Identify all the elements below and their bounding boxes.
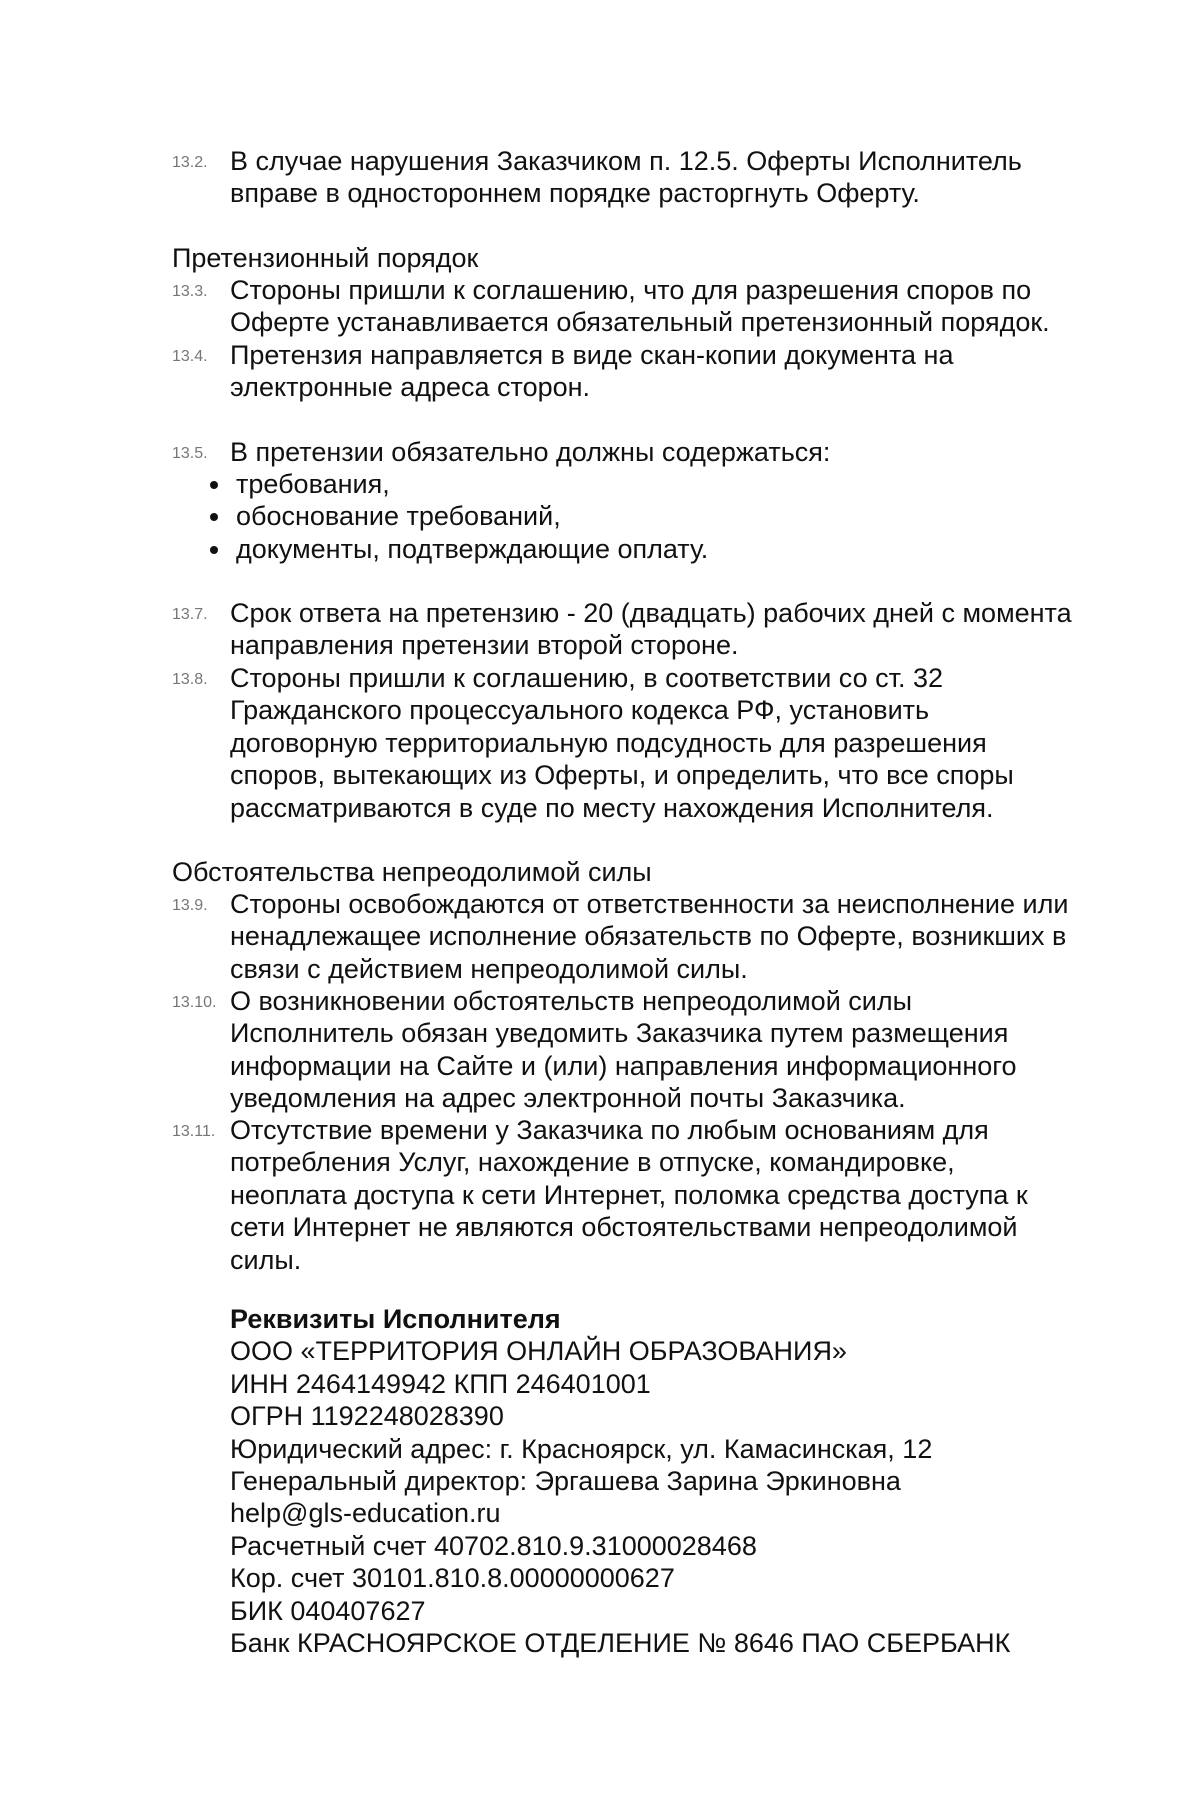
clause-line: ненадлежащее исполнение обязательств по Оферте, возникших в [230,921,1067,952]
email: help@gls-education.ru [230,1498,501,1529]
clause-text [230,985,1112,1115]
bullet-icon [210,513,218,521]
clause-13-11 [172,1114,1112,1276]
clause-line: Стороны пришли к соглашению, что для разрешения споров по [230,275,1032,305]
clause-text [230,145,1112,210]
clause-text [230,888,1112,985]
bank-account: Расчетный счет 40702.810.9.31000028468 [230,1530,757,1561]
list-item: требования, [206,468,708,500]
clause-13-2 [172,145,1112,210]
requisites-block [230,1303,1010,1659]
clause-line: споров, вытекающих из Оферты, и определить, что все споры [230,760,1014,791]
company-name: ООО «ТЕРРИТОРИЯ ОНЛАЙН ОБРАЗОВАНИЯ» [230,1336,847,1367]
clause-number: 13.10. [172,994,217,1011]
clause-line: Претензия направляется в виде скан-копии документа на [230,340,954,370]
clause-13-10 [172,985,1112,1115]
clause-line: информации на Сайте и (или) направления информационного [230,1050,1017,1081]
clause-text [230,662,1112,824]
clause-number: 13.5. [172,445,208,462]
bullet-icon [210,481,218,489]
requisites-title: Реквизиты Исполнителя [230,1304,561,1334]
clause-13-7 [172,597,1112,662]
clause-number: 13.11. [172,1123,216,1140]
correspondent-account: Кор. счет 30101.810.8.00000000627 [230,1563,675,1594]
clause-line: Отсутствие времени у Заказчика по любым основаниям для [230,1115,989,1145]
clause-number: 13.9. [172,897,208,914]
clause-number: 13.4. [172,348,208,365]
clause-line: электронные адреса сторон. [230,372,591,403]
bullet-icon [210,546,218,554]
clause-13-3 [172,274,1112,339]
clause-13-4 [172,339,1112,404]
clause-line: В случае нарушения Заказчиком п. 12.5. Оферты Исполнитель [230,146,1022,176]
claim-requirements-list [206,468,708,565]
director: Генеральный директор: Эргашева Зарина Эркиновна [230,1466,901,1497]
clause-number: 13.3. [172,283,208,300]
clause-text [230,1114,1112,1276]
clause-line: О возникновении обстоятельств непреодолимой силы [230,986,913,1016]
clause-line: направления претензии второй стороне. [230,630,739,661]
ogrn: ОГРН 1192248028390 [230,1401,504,1432]
clause-line: Исполнитель обязан уведомить Заказчика путем размещения [230,1018,1009,1049]
clause-line: силы. [230,1244,302,1275]
clause-line: уведомления на адрес электронной почты Заказчика. [230,1083,906,1114]
clause-text [230,274,1112,339]
section-heading-force-majeure: Обстоятельства непреодолимой силы [172,857,652,887]
clause-line: неоплата доступа к сети Интернет, поломка средства доступа к [230,1179,1028,1210]
clause-line: Стороны пришли к соглашению, в соответствии со ст. 32 [230,663,944,693]
bank-name: Банк КРАСНОЯРСКОЕ ОТДЕЛЕНИЕ № 8646 ПАО СБЕРБАНК [230,1628,1011,1659]
list-item: обоснование требований, [206,500,708,532]
clause-number: 13.2. [172,154,208,171]
list-item: документы, подтверждающие оплату. [206,533,708,565]
clause-line: рассматриваются в суде по месту нахождения Исполнителя. [230,792,994,823]
bik: БИК 040407627 [230,1595,426,1626]
clause-line: Срок ответа на претензию - 20 (двадцать) рабочих дней с момента [230,598,1072,628]
clause-number: 13.8. [172,671,208,688]
clause-line: Гражданского процессуального кодекса РФ, установить [230,695,930,726]
clause-text [230,597,1112,662]
clause-line: договорную территориальную подсудность для разрешения [230,727,987,758]
clause-line: Оферте устанавливается обязательный претензионный порядок. [230,307,1050,338]
clause-line: сети Интернет не являются обстоятельствами непреодолимой [230,1212,1018,1243]
clause-13-8 [172,662,1112,824]
clause-text [230,339,1112,404]
legal-address: Юридический адрес: г. Красноярск, ул. Камасинская, 12 [230,1433,933,1464]
section-heading-claims: Претензионный порядок [172,243,479,273]
clause-13-5 [172,436,1112,468]
clause-text [230,436,1112,468]
clause-line: вправе в одностороннем порядке расторгнуть Оферту. [230,178,920,209]
clause-line: связи с действием непреодолимой силы. [230,953,748,984]
clause-number: 13.7. [172,606,208,623]
clause-line: потребления Услуг, нахождение в отпуске, командировке, [230,1147,955,1178]
clause-line: Стороны освобождаются от ответственности за неисполнение или [230,889,1069,919]
clause-line: В претензии обязательно должны содержаться: [230,437,831,467]
clause-13-9 [172,888,1112,985]
inn-kpp: ИНН 2464149942 КПП 246401001 [230,1368,651,1399]
